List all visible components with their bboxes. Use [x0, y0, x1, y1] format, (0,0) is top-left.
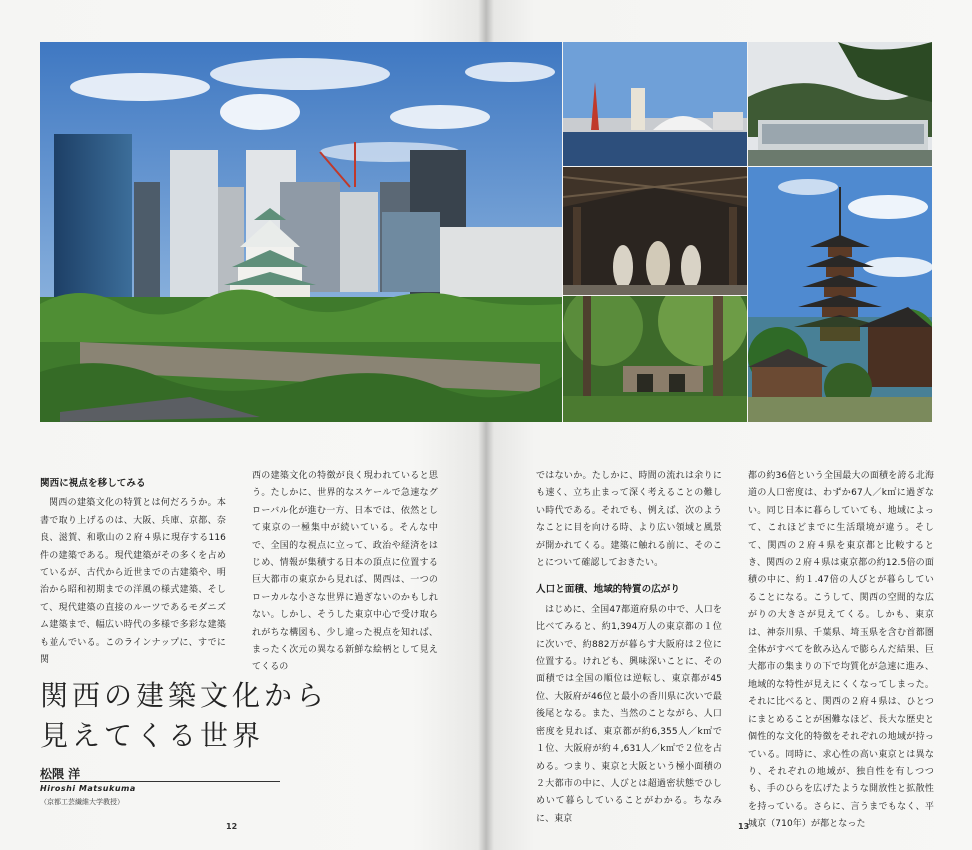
left-column-1 — [40, 475, 226, 669]
photo-kobe-port-tower — [563, 42, 747, 166]
title-line-1: 関西の建築文化から — [40, 679, 329, 712]
photo-five-story-pagoda — [748, 167, 932, 422]
author-divider — [40, 781, 280, 782]
title-line-2: 見えてくる世界 — [40, 719, 265, 752]
author-name-roman: Hiroshi Matsukuma — [40, 784, 136, 793]
right-column-4 — [748, 468, 934, 834]
section-heading-kansai-viewpoint: 関西に視点を移してみる — [40, 478, 146, 489]
paragraph: 関西の建築文化の特質とは何だろうか。本書で取り上げるのは、大阪、兵庫、京都、奈良、滋賀、和歌山の２府４県に現存する116件の建築である。現代建築がその多くを占めているが、古代から近世までの古建築や、明治から昭和初期までの洋風の様式建築、そして、現代建築の直接のルーツであるモダニズム建築まで、幅広い時代の多様で多彩な建築も並んでいる。このラインナップに、すでに関 — [40, 498, 226, 666]
paragraph: 都の約36倍という全国最大の面積を誇る北海道の人口密度は、わずか67人／k㎡に過ぎない。同じ日本に暮らしていても、地域によって、これほどまでに生活環境が違う。そして、関西の２府４県を東京都と比較するとき、関西の２府４県は東京都の約12.5倍の面積の中に、約１.47倍の人びとが暮らしていることになる。こうして、関西の空間的な広がりの大きさが見えてくる。しかも、東京は、神奈川県、千葉県、埼玉県を含む首都圏全体がすべてを飲み込んで膨らんだ結果、巨大都市の集まりの下で均質化が急速に進み、地域的な特性が見えにくくなってしまった。それに比べると、関西の２府４県は、ひとつにまとめることが困難なほど、長大な歴史と個性的な文化的特徴をそれぞれの地域が持っている。同時に、求心性の高い東京とは異なり、それぞれの地域が、独自性を有しつつも、手のひらを広げたような開放性と拡散性を持っている。さらに、言うまでもなく、平城京（710年）が都となった — [748, 471, 934, 830]
photo-temple-interior-statues — [563, 167, 747, 295]
page-number-left: 12 — [226, 822, 238, 831]
photo-forest-aqueduct — [563, 296, 747, 422]
paragraph-lead: ではないか。たしかに、時間の流れは余りにも速く、立ち止まって深く考えることの難しい時代である。それでも、例えば、次のようなことに目を向ける時、より広い領域と風景が開かれてくる。建築に触れる前に、そのことについて確認しておきたい。 — [536, 471, 722, 569]
section-heading-population-area: 人口と面積、地域的特質の広がり — [536, 584, 681, 596]
photo-osaka-castle-skyline — [40, 42, 562, 422]
author-name: 松隈 洋 — [40, 767, 81, 781]
left-column-2 — [252, 468, 438, 677]
photo-modern-museum-mountain — [748, 42, 932, 166]
page-number-right: 13 — [738, 822, 750, 831]
article-title — [40, 676, 340, 756]
right-column-3 — [536, 468, 722, 828]
paragraph: はじめに、全国47都道府県の中で、人口を比べてみると、約1,394万人の東京都の１位に次いで、約882万が暮らす大阪府は２位に位置する。けれども、興味深いことに、その面積では全国の順位は逆転し、東京都が45位、大阪府が46位と最小の香川県に次いで最後尾となる。また、当然のことながら、人口密度を見れば、東京都が約6,355人／k㎡で１位、大阪府が約４,631人／k㎡で２位を占める。つまり、東京と大阪という極小面積の２大都市の中に、人びとは超過密状態でひしめいて暮らしていることがわかる。ちなみに、東京 — [536, 604, 722, 824]
paragraph: 西の建築文化の特徴が良く現われていると思う。たしかに、世界的なスケールで急速なグローバル化が進む一方、日本では、依然として東京の一極集中が続いている。そんな中で、全国的な視点に立って、政治や経済をはじめ、情報が集積する日本の頂点に位置する巨大都市の東京から見れば、関西は、一つのローカルな小さな世界に過ぎないのかもしれない。しかし、そうした東京中心で受け取られがちな構図も、少し違った視点を知れば、まったく次元の異なる新鮮な絵柄として見えてくるの — [252, 471, 438, 673]
author-affiliation: （京都工芸繊維大学教授） — [40, 798, 124, 806]
